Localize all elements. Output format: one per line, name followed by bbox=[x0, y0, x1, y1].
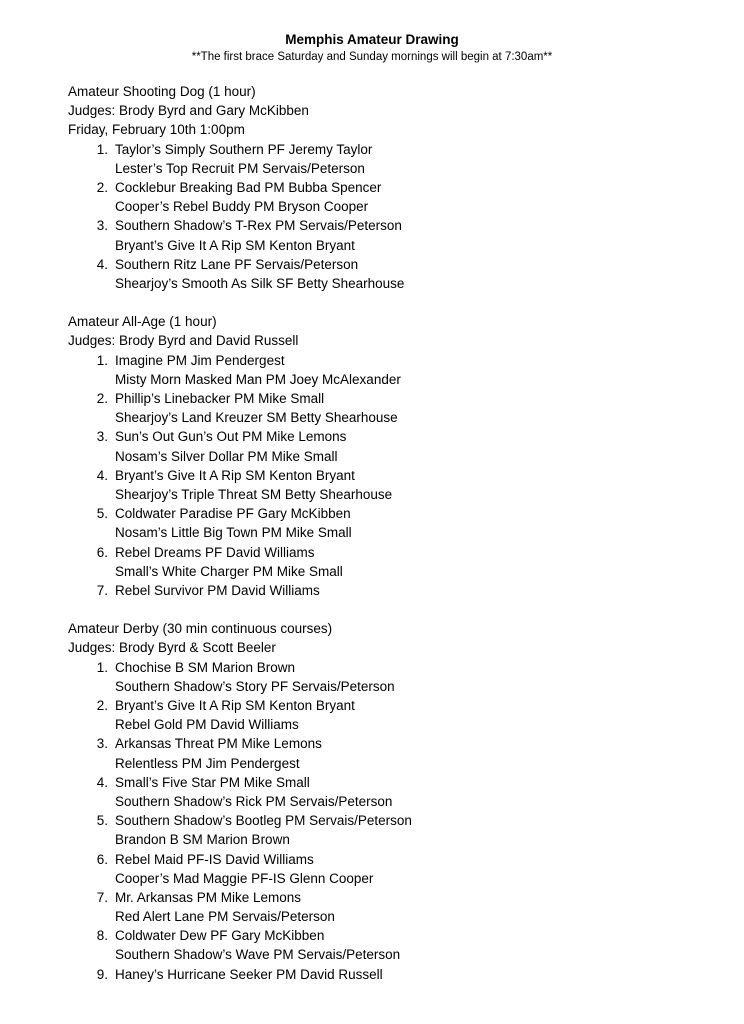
dog-entry: Rebel Gold PM David Williams bbox=[115, 717, 299, 733]
dog-entry: Rebel Dreams PF David Williams bbox=[115, 544, 315, 560]
brace-number: 5. bbox=[96, 506, 108, 522]
brace-entry bbox=[68, 427, 718, 465]
section-judges: Judges: Brody Byrd & Scott Beeler bbox=[68, 640, 276, 656]
brace-number: 3. bbox=[96, 429, 108, 445]
dog-entry: Nosam’s Silver Dollar PM Mike Small bbox=[115, 448, 338, 464]
brace-number: 5. bbox=[96, 813, 108, 829]
section-heading: Amateur Shooting Dog (1 hour) bbox=[68, 84, 256, 99]
brace-entry bbox=[68, 466, 718, 504]
brace-number: 2. bbox=[96, 391, 108, 406]
brace-number: 4. bbox=[96, 467, 108, 483]
page-title: Memphis Amateur Drawing bbox=[285, 32, 459, 47]
section-spacer bbox=[68, 600, 718, 619]
dog-entry: Rebel Survivor PM David Williams bbox=[115, 582, 320, 598]
brace-number: 9. bbox=[96, 966, 108, 982]
dog-entry: Taylor’s Simply Southern PF Jeremy Taylor bbox=[115, 141, 373, 157]
brace-entry bbox=[68, 734, 718, 772]
brace-entry bbox=[68, 888, 718, 926]
section-all-age bbox=[68, 312, 718, 600]
dog-entry: Bryant’s Give It A Rip SM Kenton Bryant bbox=[115, 237, 355, 253]
brace-number: 6. bbox=[96, 851, 108, 867]
section-judges: Judges: Brody Byrd and David Russell bbox=[68, 333, 299, 349]
dog-entry: Phillip’s Linebacker PM Mike Small bbox=[115, 391, 325, 406]
brace-number: 8. bbox=[96, 928, 108, 944]
section-derby bbox=[68, 619, 718, 984]
section-spacer bbox=[68, 293, 718, 312]
dog-entry: Coldwater Dew PF Gary McKibben bbox=[115, 928, 325, 944]
dog-entry: Shearjoy’s Land Kreuzer SM Betty Shearhouse bbox=[115, 410, 398, 426]
dog-entry: Shearjoy’s Triple Threat SM Betty Shearhouse bbox=[115, 486, 393, 502]
brace-number: 2. bbox=[96, 698, 108, 713]
dog-entry: Rebel Maid PF-IS David Williams bbox=[115, 851, 314, 867]
brace-number: 3. bbox=[96, 736, 108, 752]
dog-entry: Southern Shadow’s Wave PM Servais/Peterson bbox=[115, 947, 401, 963]
brace-number: 7. bbox=[96, 889, 108, 905]
dog-entry: Red Alert Lane PM Servais/Peterson bbox=[115, 909, 335, 925]
brace-number: 1. bbox=[96, 352, 108, 368]
brace-entry bbox=[68, 811, 718, 849]
section-heading: Amateur Derby (30 min continuous courses) bbox=[68, 621, 333, 637]
brace-entry bbox=[68, 696, 718, 734]
dog-entry: Bryant’s Give It A Rip SM Kenton Bryant bbox=[115, 698, 355, 713]
page-subtitle: **The first brace Saturday and Sunday mornings will begin at 7:30am** bbox=[191, 51, 553, 63]
section-heading: Amateur All-Age (1 hour) bbox=[68, 314, 217, 330]
brace-number: 1. bbox=[96, 659, 108, 675]
section-shooting-dog bbox=[68, 82, 718, 293]
brace-number: 6. bbox=[96, 544, 108, 560]
dog-entry: Shearjoy’s Smooth As Silk SF Betty Shearhouse bbox=[115, 275, 405, 291]
dog-entry: Small’s White Charger PM Mike Small bbox=[115, 563, 343, 579]
dog-entry: Chochise B SM Marion Brown bbox=[115, 659, 296, 675]
brace-entry bbox=[68, 581, 718, 600]
dog-entry: Southern Shadow’s Rick PM Servais/Peterson bbox=[115, 793, 393, 809]
dog-entry: Cocklebur Breaking Bad PM Bubba Spencer bbox=[115, 179, 382, 195]
section-judges: Judges: Brody Byrd and Gary McKibben bbox=[68, 103, 309, 119]
brace-number: 1. bbox=[96, 141, 108, 157]
dog-entry: Southern Shadow’s T-Rex PM Servais/Peterson bbox=[115, 218, 402, 234]
dog-entry: Misty Morn Masked Man PM Joey McAlexander bbox=[115, 371, 401, 387]
dog-entry: Sun’s Out Gun’s Out PM Mike Lemons bbox=[115, 429, 347, 445]
drawing-content bbox=[68, 82, 718, 984]
dog-entry: Haney’s Hurricane Seeker PM David Russell bbox=[115, 966, 383, 982]
brace-number: 4. bbox=[96, 256, 108, 272]
dog-entry: Bryant’s Give It A Rip SM Kenton Bryant bbox=[115, 467, 355, 483]
dog-entry: Southern Ritz Lane PF Servais/Peterson bbox=[115, 256, 359, 272]
dog-entry: Southern Shadow’s Bootleg PM Servais/Peterson bbox=[115, 813, 412, 829]
dog-entry: Nosam’s Little Big Town PM Mike Small bbox=[115, 525, 352, 541]
brace-entry bbox=[68, 178, 718, 216]
brace-entry bbox=[68, 965, 718, 984]
dog-entry: Cooper’s Mad Maggie PF-IS Glenn Cooper bbox=[115, 870, 374, 886]
brace-entry bbox=[68, 850, 718, 888]
brace-number: 2. bbox=[96, 179, 108, 195]
brace-entry bbox=[68, 543, 718, 581]
brace-entry bbox=[68, 658, 718, 696]
brace-entry bbox=[68, 773, 718, 811]
dog-entry: Brandon B SM Marion Brown bbox=[115, 832, 290, 848]
brace-entry bbox=[68, 255, 718, 293]
dog-entry: Small’s Five Star PM Mike Small bbox=[115, 774, 310, 790]
brace-number: 3. bbox=[96, 218, 108, 234]
dog-entry: Arkansas Threat PM Mike Lemons bbox=[115, 736, 322, 752]
dog-entry: Cooper’s Rebel Buddy PM Bryson Cooper bbox=[115, 199, 369, 215]
brace-entry bbox=[68, 389, 718, 427]
dog-entry: Relentless PM Jim Pendergest bbox=[115, 755, 300, 771]
brace-entry bbox=[68, 140, 718, 178]
brace-number: 7. bbox=[96, 582, 108, 598]
brace-entry bbox=[68, 351, 718, 389]
brace-entry bbox=[68, 504, 718, 542]
brace-entry bbox=[68, 216, 718, 254]
dog-entry: Southern Shadow’s Story PF Servais/Peterson bbox=[115, 678, 395, 694]
dog-entry: Mr. Arkansas PM Mike Lemons bbox=[115, 889, 302, 905]
brace-number: 4. bbox=[96, 774, 108, 790]
brace-entry bbox=[68, 926, 718, 964]
dog-entry: Imagine PM Jim Pendergest bbox=[115, 352, 285, 368]
dog-entry: Lester’s Top Recruit PM Servais/Peterson bbox=[115, 160, 365, 176]
dog-entry: Coldwater Paradise PF Gary McKibben bbox=[115, 506, 351, 522]
section-date: Friday, February 10th 1:00pm bbox=[68, 122, 245, 138]
